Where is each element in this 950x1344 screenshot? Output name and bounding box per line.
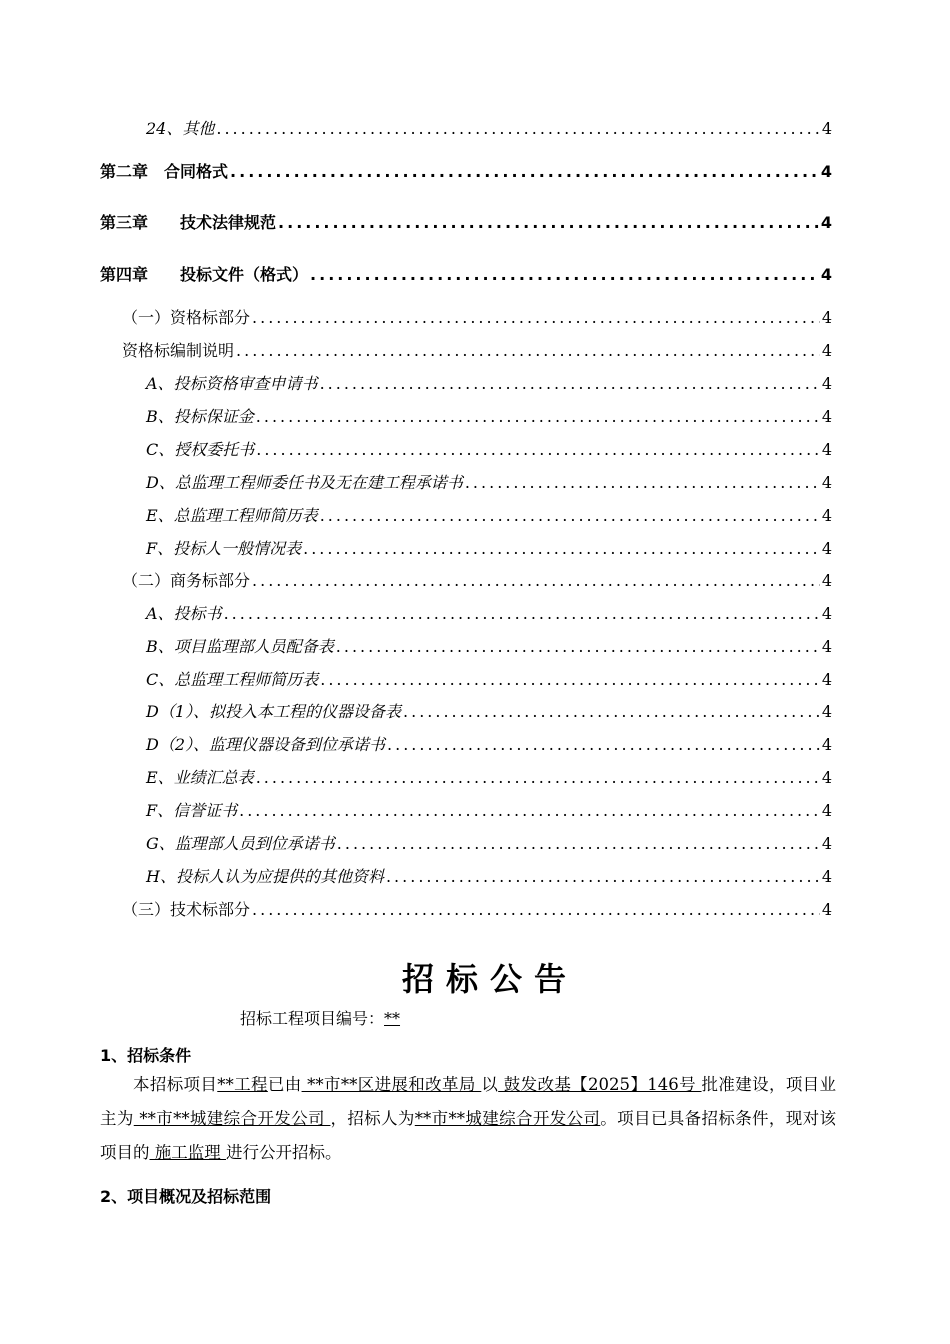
toc-page-number: 4 bbox=[821, 801, 832, 820]
toc-page-number: 4 bbox=[820, 265, 832, 284]
toc-page-number: 4 bbox=[821, 768, 832, 787]
toc-page-number: 4 bbox=[821, 341, 832, 360]
para-underlined: **市**区进展和改革局 bbox=[301, 1075, 482, 1094]
toc-leader-dots bbox=[303, 539, 820, 558]
para-text: 本招标项目 bbox=[133, 1075, 218, 1094]
notice-title: 招标公告 bbox=[401, 960, 578, 998]
toc-leader-dots bbox=[230, 162, 819, 181]
toc-entry[interactable] bbox=[146, 765, 832, 788]
toc-entry-title: E、总监理工程师简历表 bbox=[146, 506, 318, 525]
toc-entry[interactable] bbox=[146, 864, 832, 887]
toc-page-number: 4 bbox=[821, 539, 832, 558]
toc-page-number: 4 bbox=[821, 571, 832, 590]
toc-chapter-title bbox=[100, 210, 276, 233]
para-text: 以 bbox=[481, 1075, 499, 1094]
toc-part-2[interactable] bbox=[122, 568, 832, 591]
toc-entry[interactable] bbox=[146, 404, 832, 427]
toc-entry[interactable] bbox=[146, 798, 832, 821]
toc-leader-dots bbox=[216, 119, 819, 138]
toc-leader-dots bbox=[278, 213, 819, 232]
toc-entry[interactable] bbox=[146, 503, 832, 526]
toc-entry-title: C、总监理工程师简历表 bbox=[146, 670, 319, 689]
toc-chapter-4[interactable] bbox=[100, 262, 832, 285]
toc-page-number: 4 bbox=[821, 735, 832, 754]
toc-leader-dots bbox=[386, 867, 820, 886]
tender-conditions-paragraph bbox=[100, 1068, 836, 1170]
section-heading-2: 2、项目概况及招标范围 bbox=[100, 1187, 272, 1206]
toc-leader-dots bbox=[320, 670, 820, 689]
para-text: 进行公开招标。 bbox=[226, 1143, 342, 1162]
toc-page-number: 4 bbox=[821, 670, 832, 689]
toc-entry[interactable] bbox=[146, 732, 832, 755]
toc-page-number: 4 bbox=[821, 440, 832, 459]
para-text: ，招标人为 bbox=[330, 1109, 415, 1128]
toc-leader-dots bbox=[256, 768, 820, 787]
toc-leader-dots bbox=[310, 265, 819, 284]
toc-page-number: 4 bbox=[821, 506, 832, 525]
toc-entry-24[interactable] bbox=[146, 116, 832, 139]
toc-entry-title: F、信誉证书 bbox=[146, 801, 238, 820]
toc-entry-title: B、项目监理部人员配备表 bbox=[146, 637, 334, 656]
para-text: 批准建设，项目业主为 bbox=[100, 1075, 837, 1128]
toc-chapter-name: 技术法律规范 bbox=[180, 213, 277, 232]
section-heading-1: 1、招标条件 bbox=[100, 1046, 192, 1065]
toc-entry-title: 24、其他 bbox=[146, 119, 215, 138]
toc-page-number: 4 bbox=[820, 162, 832, 181]
toc-chapter-name: 合同格式 bbox=[164, 162, 229, 181]
toc-entry[interactable] bbox=[146, 634, 832, 657]
toc-entry-title: F、投标人一般情况表 bbox=[146, 539, 302, 558]
toc-chapter-2[interactable] bbox=[100, 159, 832, 182]
project-number-line bbox=[240, 1006, 400, 1029]
para-underlined: **市**城建综合开发公司 bbox=[414, 1109, 601, 1128]
toc-entry-title: G、监理部人员到位承诺书 bbox=[146, 834, 335, 853]
toc-chapter-number: 第二章 bbox=[100, 162, 149, 181]
toc-chapter-title bbox=[100, 262, 308, 285]
toc-entry[interactable] bbox=[146, 437, 832, 460]
toc-entry-title: D（1）、拟投入本工程的仪器设备表 bbox=[146, 702, 402, 721]
toc-entry-title: A、投标资格审查申请书 bbox=[146, 374, 318, 393]
toc-page-number: 4 bbox=[821, 473, 832, 492]
toc-leader-dots bbox=[256, 440, 820, 459]
toc-leader-dots bbox=[224, 604, 820, 623]
toc-page-number: 4 bbox=[820, 213, 832, 232]
toc-leader-dots bbox=[387, 735, 820, 754]
toc-entry[interactable] bbox=[146, 699, 832, 722]
toc-entry-title: B、投标保证金 bbox=[146, 407, 254, 426]
toc-leader-dots bbox=[252, 571, 820, 590]
para-underlined: **工程 bbox=[217, 1075, 268, 1094]
toc-entry-title: D、总监理工程师委任书及无在建工程承诺书 bbox=[146, 473, 463, 492]
toc-leader-dots bbox=[236, 341, 820, 360]
toc-leader-dots bbox=[320, 374, 820, 393]
toc-chapter-title bbox=[100, 159, 228, 182]
toc-entry[interactable] bbox=[146, 371, 832, 394]
toc-leader-dots bbox=[252, 900, 820, 919]
toc-page-number: 4 bbox=[821, 834, 832, 853]
toc-chapter-name: 投标文件（格式） bbox=[180, 265, 309, 284]
toc-leader-dots bbox=[336, 637, 820, 656]
toc-leader-dots bbox=[465, 473, 820, 492]
toc-page-number: 4 bbox=[821, 867, 832, 886]
toc-entry-title: （一）资格标部分 bbox=[122, 308, 251, 327]
toc-page-number: 4 bbox=[821, 407, 832, 426]
toc-entry[interactable] bbox=[146, 667, 832, 690]
toc-entry-title: A、投标书 bbox=[146, 604, 222, 623]
toc-entry[interactable] bbox=[146, 536, 832, 559]
project-number-value: ** bbox=[384, 1009, 401, 1028]
toc-leader-dots bbox=[256, 407, 820, 426]
toc-part-1[interactable] bbox=[122, 305, 832, 328]
toc-page-number: 4 bbox=[821, 702, 832, 721]
toc-entry-title: D（2）、监理仪器设备到位承诺书 bbox=[146, 735, 386, 754]
toc-entry-title: C、授权委托书 bbox=[146, 440, 255, 459]
toc-chapter-number: 第四章 bbox=[100, 265, 149, 284]
toc-part-1-note[interactable] bbox=[122, 338, 832, 361]
para-underlined: **市**城建综合开发公司 bbox=[133, 1109, 331, 1128]
toc-page-number: 4 bbox=[821, 374, 832, 393]
toc-entry-title: 资格标编制说明 bbox=[122, 341, 235, 360]
para-text: 。项目已具备招标条件，现对该项目的 bbox=[100, 1109, 837, 1162]
para-underlined: 施工监理 bbox=[149, 1143, 226, 1162]
toc-leader-dots bbox=[337, 834, 820, 853]
toc-page-number: 4 bbox=[821, 604, 832, 623]
toc-leader-dots bbox=[239, 801, 820, 820]
toc-entry-title: E、业绩汇总表 bbox=[146, 768, 254, 787]
toc-entry-title: H、投标人认为应提供的其他资料 bbox=[146, 867, 384, 886]
toc-entry-title: （三）技术标部分 bbox=[122, 900, 251, 919]
toc-leader-dots bbox=[320, 506, 820, 525]
toc-page-number: 4 bbox=[821, 119, 832, 138]
toc-page-number: 4 bbox=[821, 308, 832, 327]
toc-leader-dots bbox=[252, 308, 820, 327]
para-underlined: 鼓发改基【2025】146号 bbox=[498, 1075, 702, 1094]
toc-entry[interactable] bbox=[146, 470, 832, 493]
toc-chapter-3[interactable] bbox=[100, 210, 832, 233]
toc-page-number: 4 bbox=[821, 637, 832, 656]
toc-leader-dots bbox=[403, 702, 820, 721]
toc-part-3[interactable] bbox=[122, 897, 832, 920]
toc-entry[interactable] bbox=[146, 601, 832, 624]
toc-entry[interactable] bbox=[146, 831, 832, 854]
project-number-label: 招标工程项目编号： bbox=[240, 1009, 385, 1028]
toc-page-number: 4 bbox=[821, 900, 832, 919]
toc-entry-title: （二）商务标部分 bbox=[122, 571, 251, 590]
para-text: 已由 bbox=[267, 1075, 302, 1094]
toc-chapter-number: 第三章 bbox=[100, 213, 149, 232]
